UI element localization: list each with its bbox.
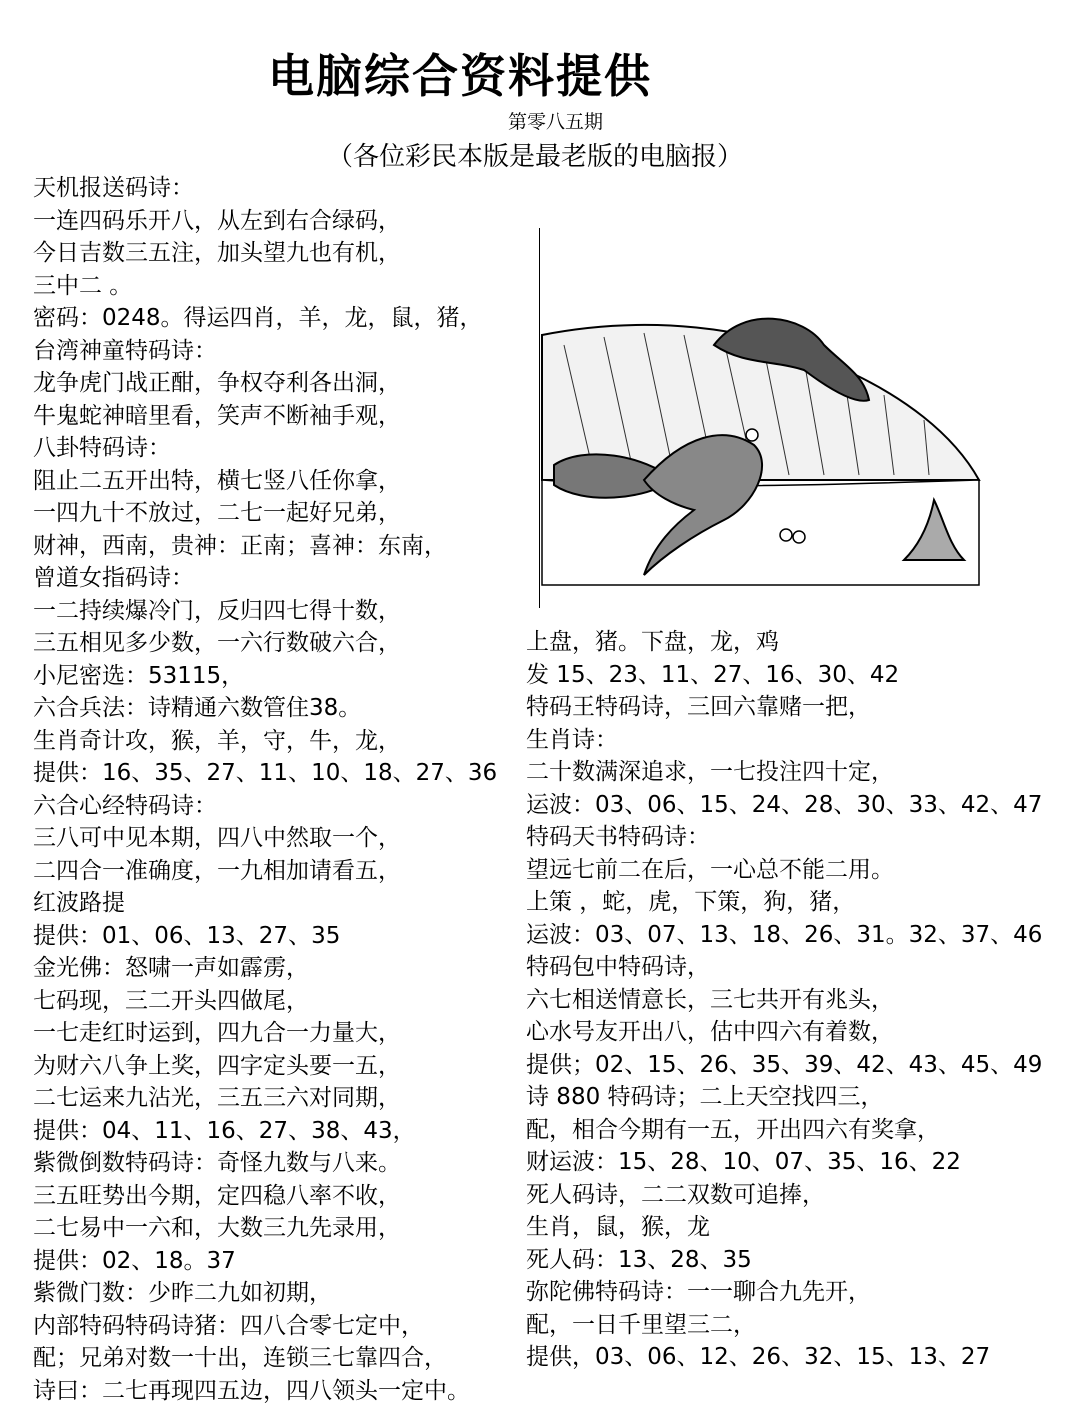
text-line: 一七走红时运到，四九合一力量大， bbox=[33, 1017, 513, 1050]
text-line: 三八可中见本期，四八中然取一个， bbox=[33, 822, 513, 855]
text-line: 密码：0248。得运四肖，羊，龙，鼠，猪， bbox=[33, 302, 513, 335]
text-line: 台湾神童特码诗： bbox=[33, 335, 513, 368]
text-line: 心水号友开出八，估中四六有着数， bbox=[526, 1016, 1046, 1049]
text-line: 运波：03、06、15、24、28、30、33、42、47 bbox=[526, 789, 1046, 822]
text-line: 三中二 。 bbox=[33, 270, 513, 303]
text-line: 提供：16、35、27、11、10、18、27、36 bbox=[33, 757, 513, 790]
text-line: 七码现，三二开头四做尾， bbox=[33, 985, 513, 1018]
text-line: 六合心经特码诗： bbox=[33, 790, 513, 823]
text-line: 八卦特码诗： bbox=[33, 432, 513, 465]
text-line: 二七易中一六和，大数三九先录用， bbox=[33, 1212, 513, 1245]
text-line: 提供；02、15、26、35、39、42、43、45、49 bbox=[526, 1049, 1046, 1082]
text-line: 二十数满深追求，一七投注四十定， bbox=[526, 756, 1046, 789]
text-line: 为财六八争上奖，四字定头要一五， bbox=[33, 1050, 513, 1083]
page-title: 电脑综合资料提供 bbox=[0, 40, 920, 106]
text-line: 特码天书特码诗： bbox=[526, 821, 1046, 854]
text-line: 一连四码乐开八，从左到右合绿码， bbox=[33, 205, 513, 238]
page-subtitle: （各位彩民本版是最老版的电脑报） bbox=[0, 136, 1070, 173]
text-line: 死人码诗，二二双数可追捧， bbox=[526, 1179, 1046, 1212]
text-line: 三五相见多少数，一六行数破六合， bbox=[33, 627, 513, 660]
text-line: 曾道女指码诗： bbox=[33, 562, 513, 595]
text-line: 特码王特码诗，三回六靠赌一把， bbox=[526, 691, 1046, 724]
text-line: 上策 ，蛇，虎，下策，狗，猪， bbox=[526, 886, 1046, 919]
text-line: 今日吉数三五注，加头望九也有机， bbox=[33, 237, 513, 270]
text-line: 六合兵法：诗精通六数管住38。 bbox=[33, 692, 513, 725]
text-line: 一四九十不放过，二七一起好兄弟， bbox=[33, 497, 513, 530]
text-line: 运波：03、07、13、18、26、31。32、37、46 bbox=[526, 919, 1046, 952]
text-line: 阻止二五开出特，横七竖八任你拿， bbox=[33, 465, 513, 498]
text-line: 望远七前二在后，一心总不能二用。 bbox=[526, 854, 1046, 887]
text-line: 生肖，鼠，猴，龙 bbox=[526, 1211, 1046, 1244]
text-line: 紫微门数：少昨二九如初期， bbox=[33, 1277, 513, 1310]
text-line: 龙争虎门战正酣，争权夺利各出洞， bbox=[33, 367, 513, 400]
text-line: 提供：01、06、13、27、35 bbox=[33, 920, 513, 953]
issue-number: 第零八五期 bbox=[508, 107, 603, 134]
text-line: 生肖奇计攻，猴，羊，守，牛，龙， bbox=[33, 725, 513, 758]
text-line: 提供：02、18。37 bbox=[33, 1245, 513, 1278]
text-line: 二七运来九沾光，三五三六对同期， bbox=[33, 1082, 513, 1115]
text-line: 上盘，猪。下盘，龙，鸡 bbox=[526, 626, 1046, 659]
text-line: 配，一日千里望三二， bbox=[526, 1309, 1046, 1342]
text-line: 二四合一准确度，一九相加请看五， bbox=[33, 855, 513, 888]
text-line: 一二持续爆冷门，反归四七得十数， bbox=[33, 595, 513, 628]
text-line: 诗 880 特码诗；二上天空找四三， bbox=[526, 1081, 1046, 1114]
text-line: 财运波：15、28、10、07、35、16、22 bbox=[526, 1146, 1046, 1179]
text-line: 六七相送情意长，三七共开有兆头， bbox=[526, 984, 1046, 1017]
text-line: 财神，西南，贵神：正南；喜神：东南， bbox=[33, 530, 513, 563]
text-line: 金光佛：怒啸一声如霹雳， bbox=[33, 952, 513, 985]
right-column bbox=[526, 626, 1046, 1374]
text-line: 牛鬼蛇神暗里看，笑声不断袖手观， bbox=[33, 400, 513, 433]
text-line: 红波路提 bbox=[33, 887, 513, 920]
text-line: 死人码：13、28、35 bbox=[526, 1244, 1046, 1277]
text-line: 配，相合今期有一五，开出四六有奖拿， bbox=[526, 1114, 1046, 1147]
text-line: 三五旺势出今期，定四稳八率不收， bbox=[33, 1180, 513, 1213]
text-line: 提供，03、06、12、26、32、15、13、27 bbox=[526, 1341, 1046, 1374]
text-line: 天机报送码诗： bbox=[33, 172, 513, 205]
text-line: 紫微倒数特码诗：奇怪九数与八来。 bbox=[33, 1147, 513, 1180]
text-line: 特码包中特码诗， bbox=[526, 951, 1046, 984]
text-line: 内部特码特码诗猪：四八合零七定中， bbox=[33, 1310, 513, 1343]
text-line: 诗曰：二七再现四五边，四八领头一定中。 bbox=[33, 1375, 513, 1407]
text-line: 发 15、23、11、27、16、30、42 bbox=[526, 659, 1046, 692]
text-line: 小尼密选：53115， bbox=[33, 660, 513, 693]
text-line: 生肖诗： bbox=[526, 724, 1046, 757]
text-line: 配；兄弟对数一十出，连锁三七靠四合， bbox=[33, 1342, 513, 1375]
left-column bbox=[33, 172, 513, 1407]
text-line: 提供：04、11、16、27、38、43， bbox=[33, 1115, 513, 1148]
text-line: 弥陀佛特码诗：一一聊合九先开， bbox=[526, 1276, 1046, 1309]
crocodile-illustration bbox=[524, 305, 994, 595]
